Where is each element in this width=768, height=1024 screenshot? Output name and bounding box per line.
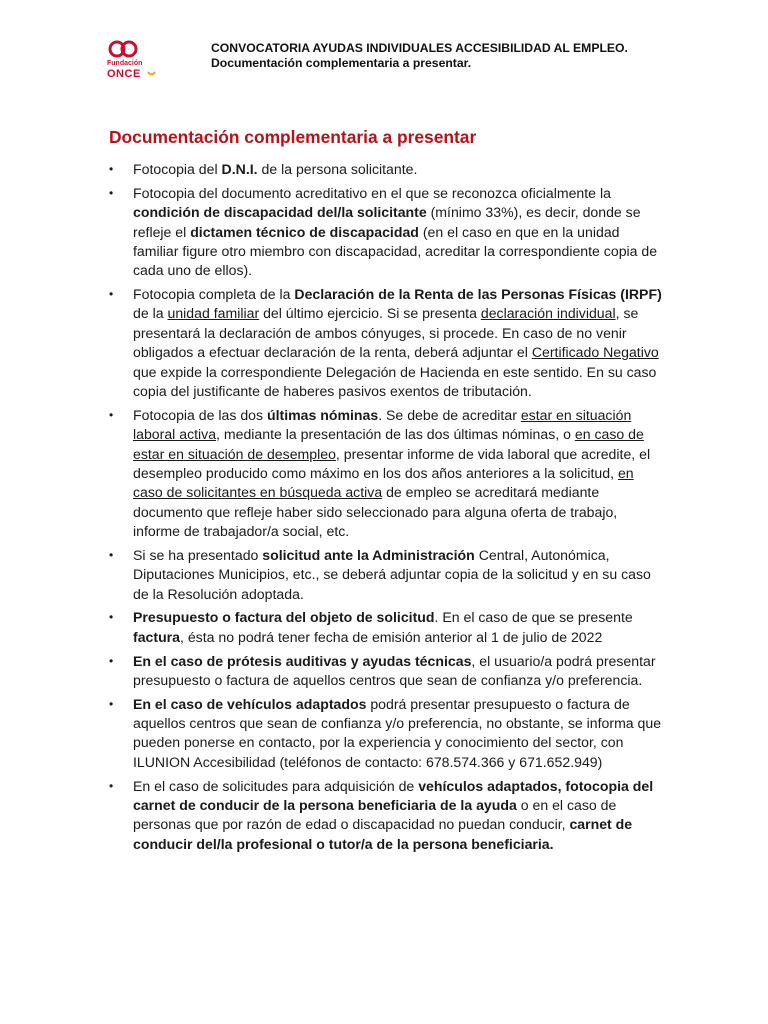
list-item: • Si se ha presentado solicitud ante la Administración Central, Autonómica, Diputaciones Municipios, etc., se deberá adjuntar copia de la solicitud y en su caso de la Resolución adoptada. bbox=[107, 546, 667, 604]
header-line-2: Documentación complementaria a presentar. bbox=[211, 56, 472, 70]
list-item: • En el caso de vehículos adaptados podrá presentar presupuesto o factura de aquellos centros que sean de confianza y/o preferencia, no obstante, se informa que pueden ponerse en contacto, por la experiencia y conocimiento del sector, con ILUNION Accesibilidad (teléfonos de contacto: 678.574.366 y 671.652.949) bbox=[107, 695, 667, 773]
document-header bbox=[211, 41, 731, 71]
fundacion-once-logo bbox=[107, 40, 163, 86]
list-item: • Presupuesto o factura del objeto de solicitud. En el caso de que se presente factura, ésta no podrá tener fecha de emisión anterior al 1 de julio de 2022 bbox=[107, 608, 667, 647]
list-item: • Fotocopia completa de la Declaración de la Renta de las Personas Físicas (IRPF) de la unidad familiar del último ejercicio. Si se presenta declaración individual, se presentará la declaración de ambos cónyuges, si procede. En caso de no venir obligados a efectuar declaración de la renta, deberá adjuntar el Certificado Negativo que expide la correspondiente Delegación de Hacienda en este sentido. En su caso copia del justificante de haberes pasivos exentos de tributación. bbox=[107, 285, 667, 401]
requirements-list bbox=[107, 160, 667, 858]
page-title: Documentación complementaria a presentar bbox=[109, 127, 477, 147]
logo-once-text: ONCE bbox=[107, 68, 141, 80]
list-item: • Fotocopia del documento acreditativo en el que se reconozca oficialmente la condición de discapacidad del/la solicitante (mínimo 33%), es decir, donde se refleje el dictamen técnico de discapacidad (en el caso en que en la unidad familiar figure otro miembro con discapacidad, acreditar la correspondiente copia de cada uno de ellos). bbox=[107, 184, 667, 281]
list-item: • En el caso de solicitudes para adquisición de vehículos adaptados, fotocopia del carnet de conducir de la persona beneficiaria de la ayuda o en el caso de personas que por razón de edad o discapacidad no puedan conducir, carnet de conducir del/la profesional o tutor/a de la persona beneficiaria. bbox=[107, 777, 667, 855]
list-item: • Fotocopia de las dos últimas nóminas. Se debe de acreditar estar en situación laboral activa, mediante la presentación de las dos últimas nóminas, o en caso de estar en situación de desempleo, presentar informe de vida laboral que acredite, el desempleo producido como máximo en los dos años anteriores a la solicitud, en caso de solicitantes en búsqueda activa de empleo se acreditará mediante documento que refleje haber sido seleccionado para alguna oferta de trabajo, informe de trabajador/a social, etc. bbox=[107, 406, 667, 542]
header-line-1: CONVOCATORIA AYUDAS INDIVIDUALES ACCESIBILIDAD AL EMPLEO. bbox=[211, 41, 628, 55]
list-item: • En el caso de prótesis auditivas y ayudas técnicas, el usuario/a podrá presentar presupuesto o factura de aquellos centros que sean de confianza y/o preferencia. bbox=[107, 652, 667, 691]
logo-foundation-text: Fundación bbox=[107, 60, 143, 67]
list-item: • Fotocopia del D.N.I. de la persona solicitante. bbox=[107, 160, 667, 179]
once-rings-icon bbox=[107, 40, 143, 60]
logo-smile-icon bbox=[147, 71, 156, 77]
